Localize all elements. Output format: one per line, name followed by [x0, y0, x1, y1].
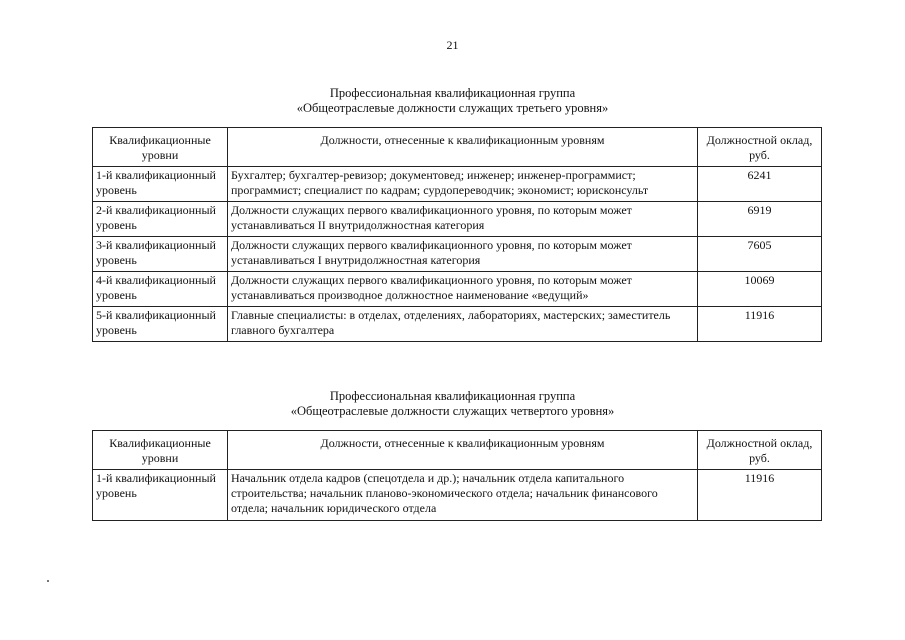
level-cell: 3-й квалификационный уровень: [93, 237, 228, 272]
header-duties: Должности, отнесенные к квалификационным уровням: [228, 431, 698, 470]
level-cell: 5-й квалификационный уровень: [93, 307, 228, 342]
header-duties: Должности, отнесенные к квалификационным уровням: [228, 128, 698, 167]
table-row: [93, 202, 822, 237]
header-salary: Должностной оклад, руб.: [698, 431, 822, 470]
group-title-third-level: [0, 86, 905, 116]
salary-cell: 6919: [698, 202, 822, 237]
salary-table-fourth-level: [92, 430, 822, 521]
duties-cell: Должности служащих первого квалификационного уровня, по которым может устанавливаться II внутридолжностная категория: [228, 202, 698, 237]
table-row: [93, 237, 822, 272]
level-cell: 1-й квалификационный уровень: [93, 470, 228, 521]
level-cell: 2-й квалификационный уровень: [93, 202, 228, 237]
salary-cell: 10069: [698, 272, 822, 307]
salary-cell: 7605: [698, 237, 822, 272]
salary-cell: 11916: [698, 307, 822, 342]
group-title-line2: «Общеотраслевые должности служащих третьего уровня»: [296, 101, 609, 115]
scan-speck: [47, 580, 49, 582]
table-header-row: [93, 431, 822, 470]
duties-cell: Должности служащих первого квалификационного уровня, по которым может устанавливаться производное должностное наименование «ведущий»: [228, 272, 698, 307]
header-level: Квалификационные уровни: [93, 128, 228, 167]
header-salary: Должностной оклад, руб.: [698, 128, 822, 167]
table-row: [93, 307, 822, 342]
table-row: [93, 272, 822, 307]
salary-table-third-level: [92, 127, 822, 342]
duties-cell: Должности служащих первого квалификационного уровня, по которым может устанавливаться I внутридолжностная категория: [228, 237, 698, 272]
header-level: Квалификационные уровни: [93, 431, 228, 470]
duties-cell: Главные специалисты: в отделах, отделениях, лабораториях, мастерских; заместитель главного бухгалтера: [228, 307, 698, 342]
level-cell: 4-й квалификационный уровень: [93, 272, 228, 307]
group-title-line1: Профессиональная квалификационная группа: [329, 389, 576, 403]
page-number: 21: [446, 38, 459, 52]
level-cell: 1-й квалификационный уровень: [93, 167, 228, 202]
salary-cell: 11916: [698, 470, 822, 521]
table-header-row: [93, 128, 822, 167]
duties-cell: Начальник отдела кадров (спецотдела и др.); начальник отдела капитального строительства; начальник планово-экономического отдела; начальник финансового отдела; начальник юридического отдела: [228, 470, 698, 521]
table-row: [93, 167, 822, 202]
table-row: [93, 470, 822, 521]
duties-cell: Бухгалтер; бухгалтер-ревизор; документовед; инженер; инженер-программист; программист; специалист по кадрам; сурдопереводчик; экономист; юрисконсульт: [228, 167, 698, 202]
group-title-line1: Профессиональная квалификационная группа: [329, 86, 576, 100]
group-title-fourth-level: [0, 389, 905, 419]
group-title-line2: «Общеотраслевые должности служащих четвертого уровня»: [290, 404, 615, 418]
salary-cell: 6241: [698, 167, 822, 202]
